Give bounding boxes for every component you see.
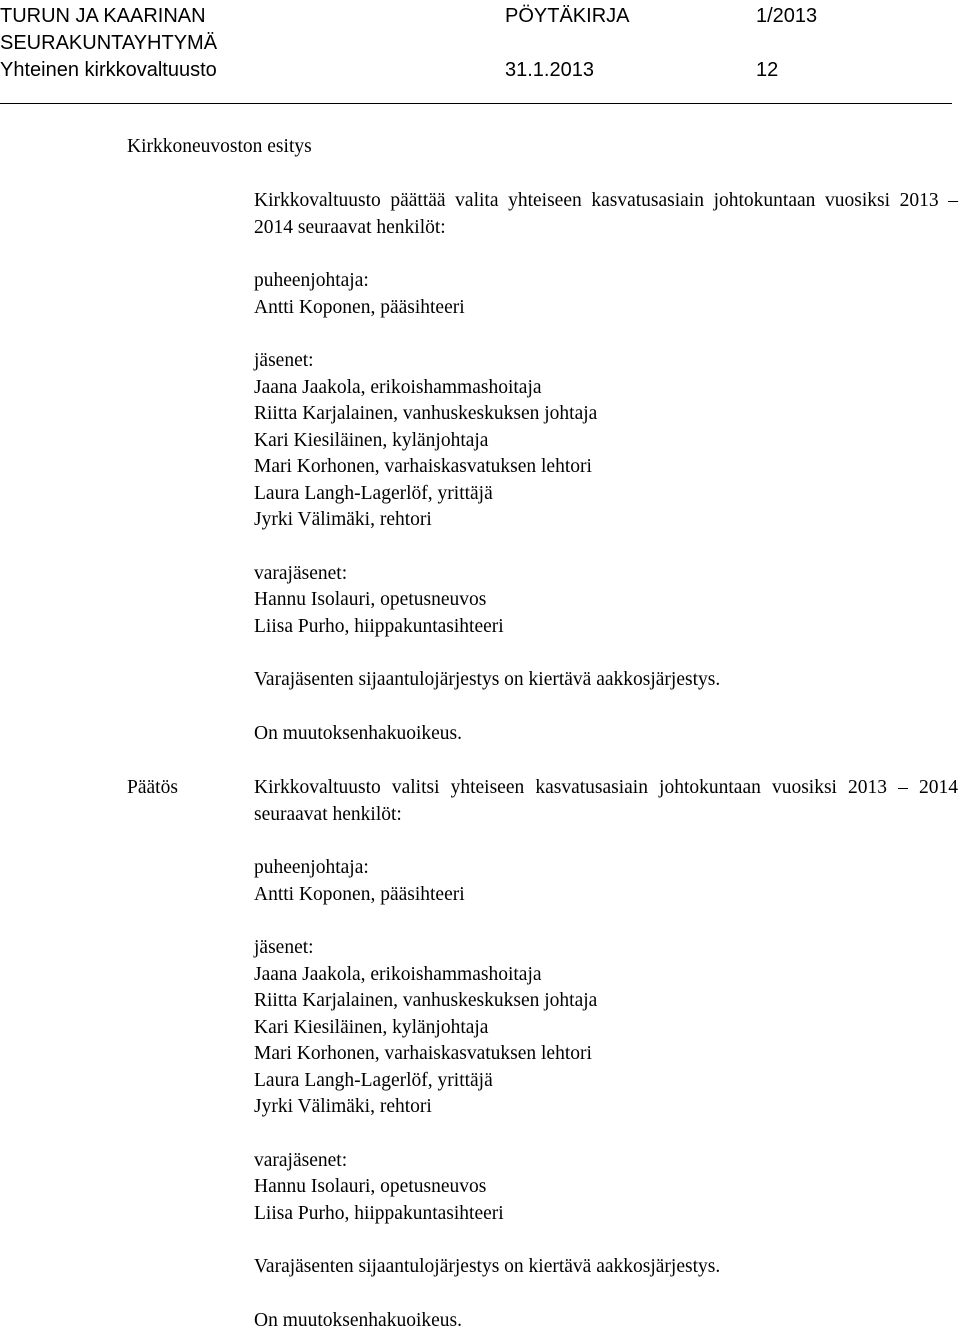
decision-block (254, 775, 958, 1334)
proposal-deputy: Liisa Purho, hiippakuntasihteeri (254, 614, 958, 641)
header-date: 31.1.2013 (505, 57, 594, 83)
proposal-heading: Kirkkoneuvoston esitys (127, 134, 312, 161)
decision-deputy: Liisa Purho, hiippakuntasihteeri (254, 1201, 958, 1228)
proposal-deputies-label: varajäsenet: (254, 561, 958, 588)
proposal-intro: Kirkkovaltuusto päättää valita yhteiseen kasvatusasiain johtokuntaan vuosiksi 2013 – 2014 seuraavat henkilöt: (254, 188, 958, 241)
decision-chair: Antti Koponen, pääsihteeri (254, 882, 958, 909)
decision-order-note: Varajäsenten sijaantulojärjestys on kiertävä aakkosjärjestys. (254, 1254, 958, 1281)
header-rule (0, 103, 952, 104)
proposal-member: Mari Korhonen, varhaiskasvatuksen lehtori (254, 454, 958, 481)
decision-member: Mari Korhonen, varhaiskasvatuksen lehtori (254, 1041, 958, 1068)
decision-chair-label: puheenjohtaja: (254, 855, 958, 882)
proposal-member: Jyrki Välimäki, rehtori (254, 507, 958, 534)
proposal-member: Riitta Karjalainen, vanhuskeskuksen johtaja (254, 401, 958, 428)
proposal-chair: Antti Koponen, pääsihteeri (254, 295, 958, 322)
decision-label: Päätös (127, 775, 178, 802)
decision-member: Riitta Karjalainen, vanhuskeskuksen johtaja (254, 988, 958, 1015)
proposal-members-label: jäsenet: (254, 348, 958, 375)
decision-appeal: On muutoksenhakuoikeus. (254, 1308, 958, 1334)
decision-member: Jaana Jaakola, erikoishammashoitaja (254, 962, 958, 989)
header-body-name: Yhteinen kirkkovaltuusto (0, 57, 217, 83)
header-org-line1: TURUN JA KAARINAN (0, 3, 206, 29)
header-doc-number: 1/2013 (756, 3, 817, 29)
decision-deputies-label: varajäsenet: (254, 1148, 958, 1175)
proposal-chair-label: puheenjohtaja: (254, 268, 958, 295)
proposal-member: Kari Kiesiläinen, kylänjohtaja (254, 428, 958, 455)
header-org-line2: SEURAKUNTAYHTYMÄ (0, 30, 217, 56)
proposal-order-note: Varajäsenten sijaantulojärjestys on kiertävä aakkosjärjestys. (254, 667, 958, 694)
header-doc-type: PÖYTÄKIRJA (505, 3, 629, 29)
proposal-deputy: Hannu Isolauri, opetusneuvos (254, 587, 958, 614)
decision-deputy: Hannu Isolauri, opetusneuvos (254, 1174, 958, 1201)
proposal-member: Jaana Jaakola, erikoishammashoitaja (254, 375, 958, 402)
decision-member: Jyrki Välimäki, rehtori (254, 1094, 958, 1121)
decision-member: Kari Kiesiläinen, kylänjohtaja (254, 1015, 958, 1042)
proposal-block (254, 188, 958, 747)
proposal-appeal: On muutoksenhakuoikeus. (254, 721, 958, 748)
decision-intro: Kirkkovaltuusto valitsi yhteiseen kasvatusasiain johtokuntaan vuosiksi 2013 – 2014 seuraavat henkilöt: (254, 775, 958, 828)
decision-members-label: jäsenet: (254, 935, 958, 962)
proposal-member: Laura Langh-Lagerlöf, yrittäjä (254, 481, 958, 508)
header-page-number: 12 (756, 57, 778, 83)
decision-member: Laura Langh-Lagerlöf, yrittäjä (254, 1068, 958, 1095)
